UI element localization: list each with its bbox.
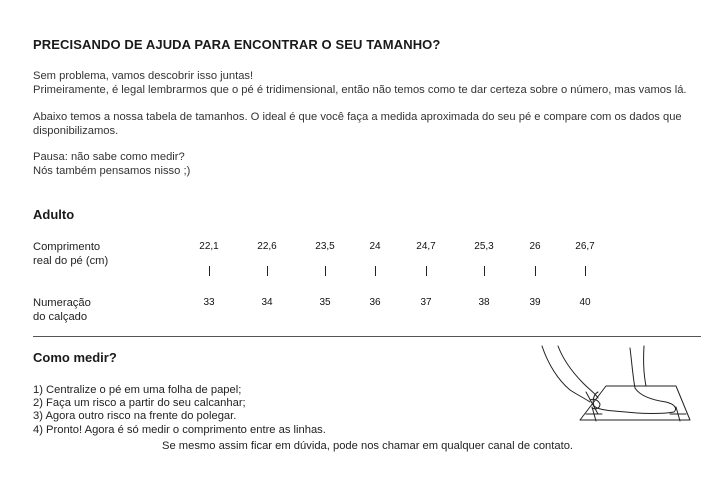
size-cell: 34 <box>261 297 273 308</box>
length-cell: 26,7 <box>575 241 595 252</box>
foot-shape <box>593 348 675 414</box>
size-cell: 40 <box>579 297 591 308</box>
size-row-label <box>33 296 153 324</box>
pause-line: Pausa: não sabe como medir? <box>33 151 185 163</box>
ankle-shape <box>644 346 646 386</box>
size-cell: 38 <box>478 297 490 308</box>
arm-shape <box>542 346 590 402</box>
step-item: 3) Agora outro risco na frente do polegar. <box>33 410 237 423</box>
step-item: 2) Faça um risco a partir do seu calcanhar; <box>33 397 246 410</box>
pause-text <box>33 151 190 178</box>
size-cell: 37 <box>420 297 432 308</box>
step-item: 1) Centralize o pé em uma folha de papel; <box>33 384 242 396</box>
row-connector-tick <box>426 266 427 276</box>
size-cell: 35 <box>319 297 331 308</box>
intro-text <box>33 70 687 97</box>
length-cell: 24 <box>369 241 381 252</box>
arm-shape <box>558 346 598 398</box>
row-connector-tick <box>535 266 536 276</box>
row-connector-tick <box>267 266 268 276</box>
length-row-label <box>33 240 153 268</box>
size-label-line: do calçado <box>33 311 88 323</box>
length-cell: 22,1 <box>199 241 219 252</box>
size-table-heading: Adulto <box>33 207 75 222</box>
length-cell: 26 <box>529 241 541 252</box>
table-intro-line: Abaixo temos a nossa tabela de tamanhos. O ideal é que você faça a medida aproximada do seu pé e compare com os dados que <box>33 111 682 123</box>
how-to-heading: Como medir? <box>33 350 117 365</box>
size-cell: 36 <box>369 297 381 308</box>
size-cell: 33 <box>203 297 215 308</box>
contact-note: Se mesmo assim ficar em dúvida, pode nos chamar em qualquer canal de contato. <box>162 440 574 452</box>
size-cell: 39 <box>529 297 541 308</box>
length-cell: 24,7 <box>416 241 436 252</box>
pause-line: Nós também pensamos nisso ;) <box>33 164 191 177</box>
length-cell: 23,5 <box>315 241 335 252</box>
intro-line: Sem problema, vamos descobrir isso juntas! <box>33 70 254 82</box>
row-connector-tick <box>484 266 485 276</box>
step-item: 4) Pronto! Agora é só medir o comprimento entre as linhas. <box>33 423 326 436</box>
intro-line: Primeiramente, é legal lembrarmos que o pé é tridimensional, então não temos como te dar certeza sobre o número, mas vamos lá. <box>33 83 687 96</box>
length-label-line: real do pé (cm) <box>33 255 109 267</box>
foot-measuring-illustration <box>540 344 700 426</box>
section-divider <box>33 336 701 337</box>
row-connector-tick <box>325 266 326 276</box>
paper-sheet-shape <box>580 386 690 420</box>
size-label-line: Numeração <box>33 297 91 309</box>
row-connector-tick <box>209 266 210 276</box>
row-connector-tick <box>375 266 376 276</box>
table-intro-line: disponibilizamos. <box>33 124 119 137</box>
page-title: PRECISANDO DE AJUDA PARA ENCONTRAR O SEU TAMANHO? <box>33 37 441 52</box>
length-label-line: Comprimento <box>33 241 101 253</box>
length-cell: 25,3 <box>474 241 494 252</box>
row-connector-tick <box>585 266 586 276</box>
table-intro-text <box>33 111 682 138</box>
length-cell: 22,6 <box>257 241 277 252</box>
how-to-steps <box>33 384 326 437</box>
